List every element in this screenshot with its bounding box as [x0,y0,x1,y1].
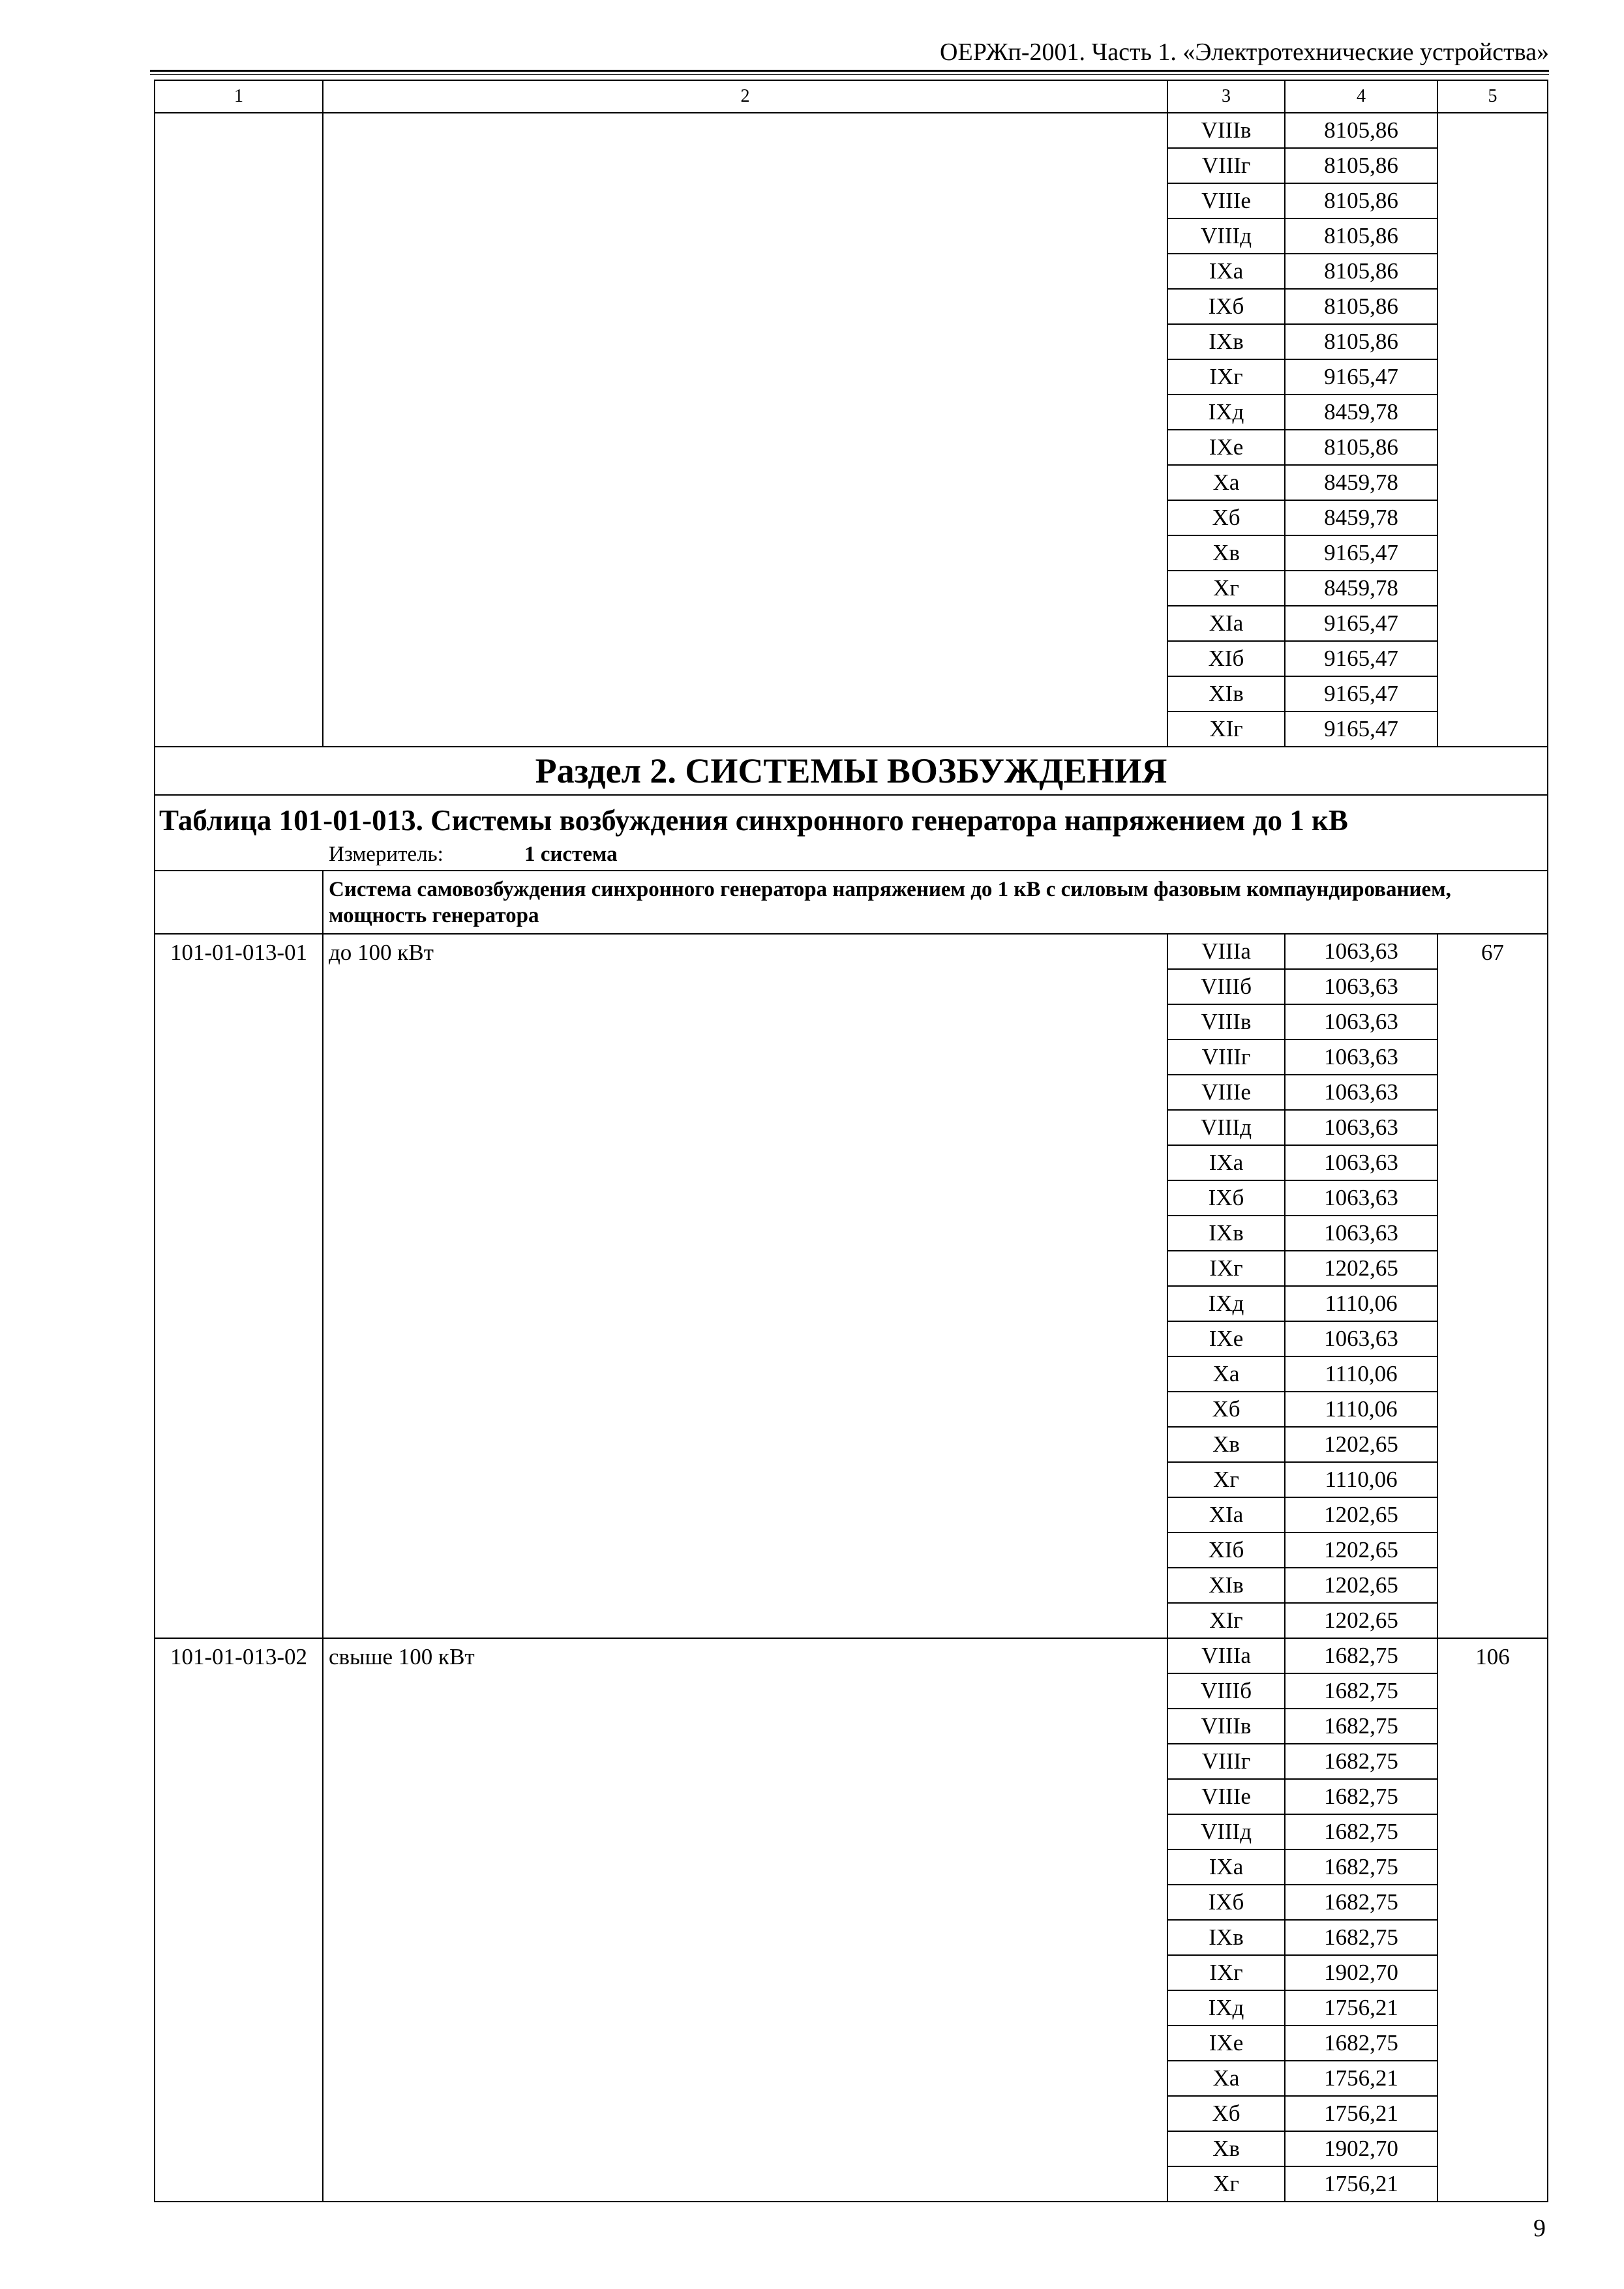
zone-cell: XIг [1167,711,1285,747]
price-cell: 1063,63 [1285,934,1437,969]
price-cell: 9165,47 [1285,676,1437,711]
zone-cell: VIIIе [1167,1779,1285,1814]
price-cell: 1202,65 [1285,1533,1437,1568]
section-title: Раздел 2. СИСТЕМЫ ВОЗБУЖДЕНИЯ [155,747,1548,795]
price-table [154,80,1548,2202]
item-code: 101-01-013-01 [155,934,323,1638]
price-cell: 1682,75 [1285,2026,1437,2061]
zone-cell: Xв [1167,1427,1285,1462]
column-header-3: 3 [1167,80,1285,113]
group-code-cell [155,871,323,934]
zone-cell: Xа [1167,1356,1285,1392]
zone-cell: VIIIг [1167,148,1285,183]
zone-cell: VIIIв [1167,113,1285,148]
price-cell: 8105,86 [1285,324,1437,359]
zone-cell: IXг [1167,359,1285,395]
price-cell: 1202,65 [1285,1603,1437,1638]
column-header-5: 5 [1437,80,1548,113]
zone-cell: XIв [1167,1568,1285,1603]
zone-cell: IXв [1167,1216,1285,1251]
price-row [155,934,1548,969]
zone-cell: Xа [1167,465,1285,500]
meter-label: Измеритель: [329,843,444,866]
zone-cell: XIв [1167,676,1285,711]
zone-cell: Xб [1167,500,1285,535]
price-cell: 1202,65 [1285,1427,1437,1462]
zone-cell: IXв [1167,1920,1285,1955]
price-cell: 8105,86 [1285,254,1437,289]
zone-cell: VIIIд [1167,1814,1285,1849]
zone-cell: IXе [1167,1321,1285,1356]
price-cell: 1063,63 [1285,969,1437,1004]
price-cell: 8105,86 [1285,289,1437,324]
meter-value: 1 система [524,843,618,866]
price-cell: 8105,86 [1285,430,1437,465]
zone-cell: IXг [1167,1251,1285,1286]
group-description-cell [323,871,1548,934]
price-cell: 1063,63 [1285,1040,1437,1075]
zone-cell: Xг [1167,1462,1285,1497]
table-title-cell [155,795,1548,871]
price-cell: 1756,21 [1285,2061,1437,2096]
price-cell: 1682,75 [1285,1814,1437,1849]
meter-line [329,841,1547,870]
zone-cell: XIб [1167,1533,1285,1568]
zone-cell: Xв [1167,2131,1285,2166]
code-cell [155,113,323,747]
price-cell: 1756,21 [1285,2096,1437,2131]
table-title-row [155,795,1548,871]
price-cell: 1063,63 [1285,1004,1437,1040]
price-cell: 8105,86 [1285,218,1437,254]
zone-cell: VIIIб [1167,969,1285,1004]
price-cell: 1063,63 [1285,1110,1437,1145]
price-cell: 1063,63 [1285,1321,1437,1356]
price-cell: 1110,06 [1285,1462,1437,1497]
price-cell: 1063,63 [1285,1180,1437,1216]
zone-cell: VIIIб [1167,1673,1285,1709]
price-cell: 8459,78 [1285,571,1437,606]
index-cell [1437,113,1548,747]
zone-cell: VIIIг [1167,1040,1285,1075]
zone-cell: IXа [1167,1145,1285,1180]
column-header-2: 2 [323,80,1167,113]
price-row [155,1638,1548,1673]
running-header: ОЕРЖп-2001. Часть 1. «Электротехнические устройства» [940,38,1549,66]
zone-cell: Xв [1167,535,1285,571]
zone-cell: XIа [1167,1497,1285,1533]
header-rule-thin [150,74,1549,75]
page-number: 9 [1533,2215,1546,2242]
price-cell: 9165,47 [1285,641,1437,676]
price-cell: 1902,70 [1285,1955,1437,1990]
zone-cell: VIIIд [1167,1110,1285,1145]
zone-cell: IXб [1167,1180,1285,1216]
zone-cell: XIг [1167,1603,1285,1638]
price-cell: 1063,63 [1285,1216,1437,1251]
zone-cell: IXа [1167,1849,1285,1885]
group-description: Система самовозбуждения синхронного генератора напряжением до 1 кВ с силовым фазовым компаундированием, мощность генератора [329,878,1451,927]
zone-cell: VIIIв [1167,1004,1285,1040]
zone-cell: VIIIд [1167,218,1285,254]
price-cell: 1110,06 [1285,1286,1437,1321]
zone-cell: VIIIе [1167,183,1285,218]
group-description-row [155,871,1548,934]
item-code: 101-01-013-02 [155,1638,323,2202]
zone-cell: IXд [1167,395,1285,430]
item-description: свыше 100 кВт [323,1638,1167,2202]
zone-cell: XIа [1167,606,1285,641]
price-cell: 9165,47 [1285,535,1437,571]
zone-cell: Xб [1167,1392,1285,1427]
zone-cell: Xа [1167,2061,1285,2096]
price-cell: 1682,75 [1285,1709,1437,1744]
price-cell: 1110,06 [1285,1356,1437,1392]
price-cell: 1682,75 [1285,1744,1437,1779]
price-cell: 1682,75 [1285,1673,1437,1709]
price-cell: 8459,78 [1285,395,1437,430]
header-rule [150,70,1549,72]
price-cell: 1202,65 [1285,1251,1437,1286]
price-cell: 9165,47 [1285,711,1437,747]
price-cell: 1682,75 [1285,1885,1437,1920]
price-cell: 1202,65 [1285,1497,1437,1533]
description-cell [323,113,1167,747]
price-cell: 8105,86 [1285,183,1437,218]
item-description: до 100 кВт [323,934,1167,1638]
zone-cell: IXа [1167,254,1285,289]
column-number-row [155,80,1548,113]
price-cell: 8459,78 [1285,465,1437,500]
price-cell: 1682,75 [1285,1779,1437,1814]
zone-cell: IXб [1167,1885,1285,1920]
price-cell: 1063,63 [1285,1075,1437,1110]
price-cell: 1902,70 [1285,2131,1437,2166]
price-cell: 1682,75 [1285,1920,1437,1955]
zone-cell: IXб [1167,289,1285,324]
price-cell: 1063,63 [1285,1145,1437,1180]
price-cell: 1756,21 [1285,2166,1437,2202]
zone-cell: IXд [1167,1990,1285,2026]
zone-cell: IXд [1167,1286,1285,1321]
column-header-1: 1 [155,80,323,113]
price-cell: 8459,78 [1285,500,1437,535]
zone-cell: Xб [1167,2096,1285,2131]
price-row [155,113,1548,148]
zone-cell: VIIIа [1167,1638,1285,1673]
price-cell: 1682,75 [1285,1638,1437,1673]
price-cell: 1110,06 [1285,1392,1437,1427]
zone-cell: IXг [1167,1955,1285,1990]
price-cell: 1682,75 [1285,1849,1437,1885]
price-cell: 1202,65 [1285,1568,1437,1603]
zone-cell: Xг [1167,2166,1285,2202]
zone-cell: IXе [1167,430,1285,465]
price-cell: 9165,47 [1285,606,1437,641]
column-header-4: 4 [1285,80,1437,113]
table-title: Таблица 101-01-013. Системы возбуждения синхронного генератора напряжением до 1 кВ [159,804,1348,837]
zone-cell: VIIIв [1167,1709,1285,1744]
item-index: 67 [1437,934,1548,1638]
price-cell: 1756,21 [1285,1990,1437,2026]
item-index: 106 [1437,1638,1548,2202]
zone-cell: IXе [1167,2026,1285,2061]
section-row [155,747,1548,795]
zone-cell: IXв [1167,324,1285,359]
zone-cell: VIIIг [1167,1744,1285,1779]
price-cell: 9165,47 [1285,359,1437,395]
zone-cell: VIIIе [1167,1075,1285,1110]
zone-cell: Xг [1167,571,1285,606]
zone-cell: VIIIа [1167,934,1285,969]
price-cell: 8105,86 [1285,148,1437,183]
price-cell: 8105,86 [1285,113,1437,148]
zone-cell: XIб [1167,641,1285,676]
